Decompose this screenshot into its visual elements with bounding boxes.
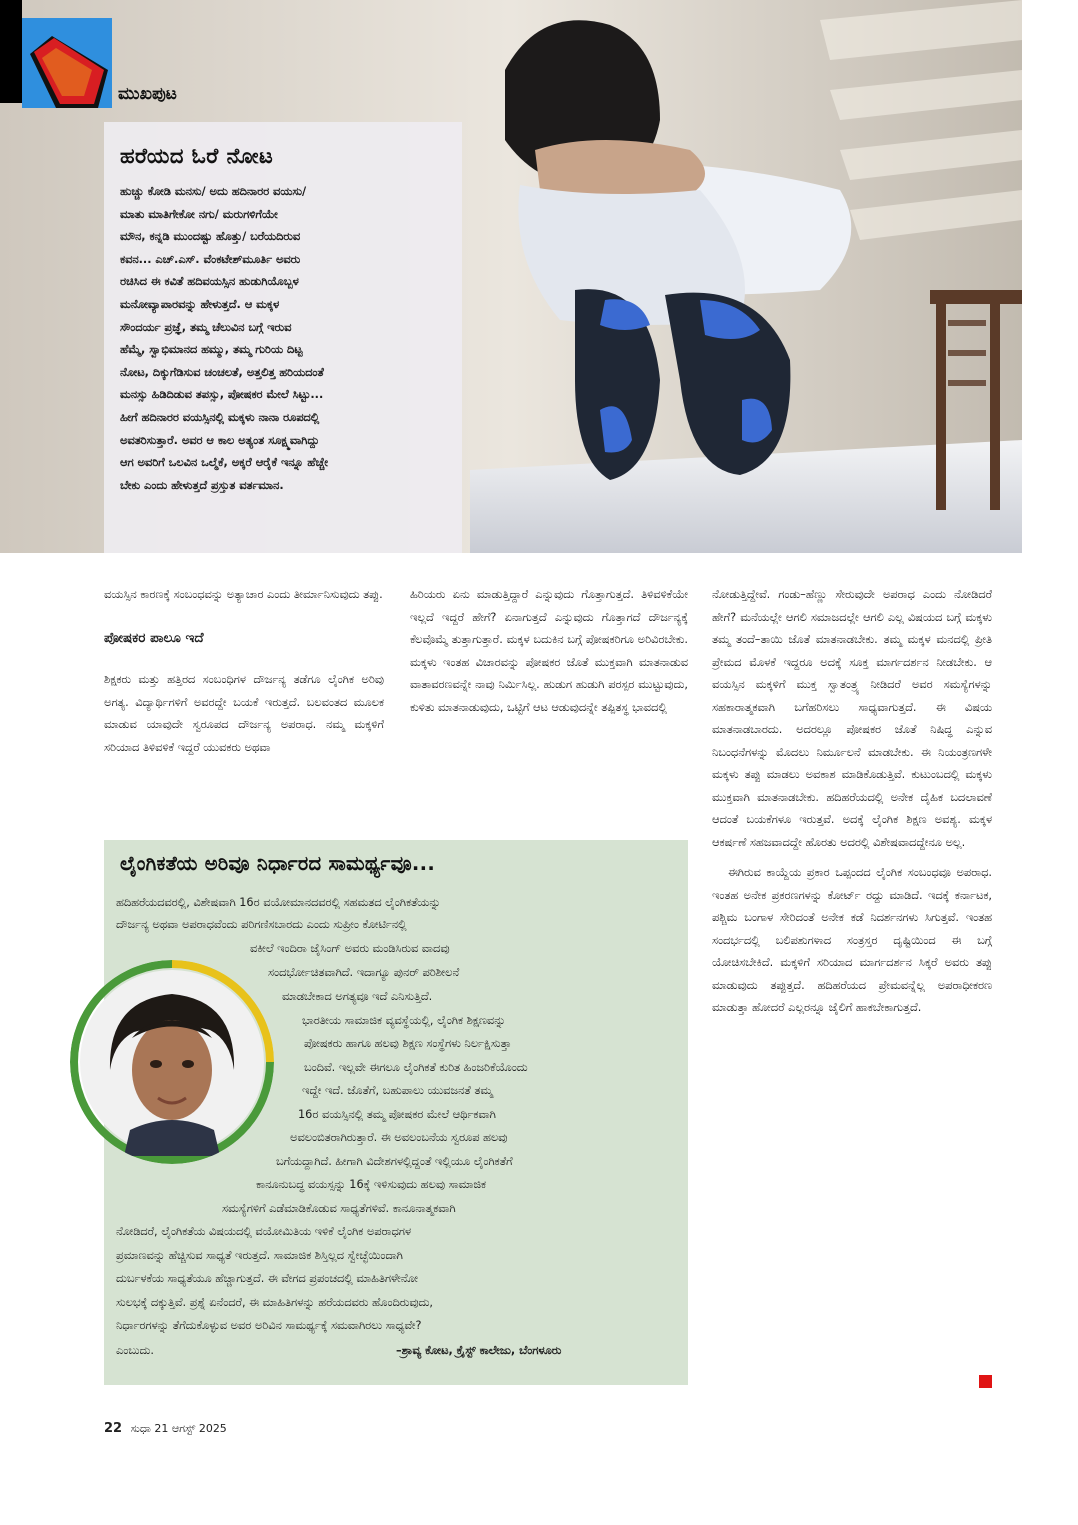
opinion-line: ಬಗೆಯದ್ದಾಗಿದೆ. ಹೀಗಾಗಿ ವಿದೇಶಗಳಲ್ಲಿದ್ದಂತೆ ಇಲ್ಲಿಯೂ ಲೈಂಗಿಕತೆಗೆ [276, 1155, 513, 1168]
intro-text [120, 181, 448, 497]
opinion-line: ನೋಡಿದರೆ, ಲೈಂಗಿಕತೆಯ ವಿಷಯದಲ್ಲಿ ವಯೋಮಿತಿಯ ಇಳಿಕೆ ಲೈಂಗಿಕ ಅಪರಾಧಗಳ [116, 1225, 412, 1238]
column-3-paragraph: ಈಗಿರುವ ಕಾಯ್ದೆಯ ಪ್ರಕಾರ ಒಪ್ಪಂದದ ಲೈಂಗಿಕ ಸಂಬಂಧವೂ ಅಪರಾಧ. ಇಂತಹ ಅನೇಕ ಪ್ರಕರಣಗಳನ್ನು ಕೋರ್ಟ್ ರದ್ದು ಮಾಡಿದೆ. ಇದಕ್ಕೆ ಕರ್ನಾಟಕ, ಪಶ್ಚಿಮ ಬಂಗಾಳ ಸೇರಿದಂತೆ ಅನೇಕ ಕಡೆ ನಿದರ್ಶನಗಳು ಸಿಗುತ್ತವೆ. ಇಂತಹ ಸಂದರ್ಭದಲ್ಲಿ ಬಲಿಪಶುಗಳಾದ ಸಂತ್ರಸ್ತರ ದೃಷ್ಟಿಯಿಂದ ಈ ಬಗ್ಗೆ ಯೋಚಿಸಬೇಕಿದೆ. ಮಕ್ಕಳಿಗೆ ಸರಿಯಾದ ಮಾರ್ಗದರ್ಶನ ಸಿಕ್ಕರೆ ಅವರು ತಪ್ಪು ಮಾಡುವುದು ತಪ್ಪುತ್ತದೆ. ಹದಿಹರೆಯದ ಪ್ರೇಮವನ್ನೆಲ್ಲ ಅಪರಾಧೀಕರಣ ಮಾಡುತ್ತಾ ಹೋದರೆ ಎಲ್ಲರನ್ನೂ ಜೈಲಿಗೆ ಹಾಕಬೇಕಾಗುತ್ತದೆ. [712, 866, 992, 1014]
opinion-line: ಬಂದಿವೆ. ಇಲ್ಲವೇ ಈಗಲೂ ಲೈಂಗಿಕತೆ ಕುರಿತ ಹಿಂಜರಿಕೆಯೊಂದು [304, 1061, 528, 1074]
intro-line: ಮಾತು ಮಾತಿಗೇಕೋ ನಗು/ ಮರುಗಳಿಗೆಯೇ [120, 207, 278, 221]
intro-line: ಹೆಮ್ಮೆ, ಸ್ವಾಭಿಮಾನದ ಹಮ್ಮು, ತಮ್ಮ ಗುರಿಯ ದಿಟ್ಟ [120, 343, 303, 357]
opinion-line: ಕಾನೂನುಬದ್ಧ ವಯಸ್ಸನ್ನು 16ಕ್ಕೆ ಇಳಿಸುವುದು ಹಲವು ಸಾಮಾಜಿಕ [256, 1178, 487, 1191]
opinion-line: ಭಾರತೀಯ ಸಾಮಾಜಿಕ ವ್ಯವಸ್ಥೆಯಲ್ಲಿ, ಲೈಂಗಿಕ ಶಿಕ್ಷಣವನ್ನು [302, 1014, 506, 1027]
intro-line: ನೋಟ, ದಿಕ್ಕುಗೆಡಿಸುವ ಚಂಚಲತೆ, ಅತ್ತಲಿತ್ತ ಹರಿಯದಂತೆ [120, 365, 324, 379]
page-footer [104, 1421, 227, 1436]
intro-line: ಅವತರಿಸುತ್ತಾರೆ. ಅವರ ಆ ಕಾಲ ಅತ್ಯಂತ ಸೂಕ್ಷ್ಮವಾಗಿದ್ದು [120, 433, 320, 447]
opinion-line: 16ರ ವಯಸ್ಸಿನಲ್ಲಿ ತಮ್ಮ ಪೋಷಕರ ಮೇಲೆ ಆರ್ಥಿಕವಾಗಿ [298, 1108, 496, 1121]
intro-box [104, 122, 462, 553]
opinion-line: ವಕೀಲೆ ಇಂದಿರಾ ಜೈಸಿಂಗ್ ಅವರು ಮಂಡಿಸಿರುವ ವಾದವು [250, 942, 450, 955]
column-1 [104, 584, 384, 759]
article-end-mark [979, 1375, 992, 1388]
opinion-line: ಸಂದರ್ಭೋಚಿತವಾಗಿದೆ. ಇದಾಗ್ಯೂ ಪುನರ್ ಪರಿಶೀಲನೆ [268, 966, 460, 979]
column-1-paragraph: ಶಿಕ್ಷಕರು ಮತ್ತು ಹತ್ತಿರದ ಸಂಬಂಧಿಗಳ ದೌರ್ಜನ್ಯ ತಡೆಗೂ ಲೈಂಗಿಕ ಅರಿವು ಅಗತ್ಯ. ವಿದ್ಯಾರ್ಥಿಗಳಿಗೆ ಅವರದ್ದೇ ಬಯಕೆ ಇರುತ್ತದೆ. ಬಲವಂತದ ಮೂಲಕ ಮಾಡುವ ಯಾವುದೇ ಸ್ವರೂಪದ ದೌರ್ಜನ್ಯ ಅಪರಾಧ. ನಮ್ಮ ಮಕ್ಕಳಿಗೆ ಸರಿಯಾದ ತಿಳಿವಳಿಕೆ ಇದ್ದರೆ ಯುವಕರು ಅಥವಾ [104, 673, 384, 754]
opinion-line: ಪೋಷಕರು ಹಾಗೂ ಹಲವು ಶಿಕ್ಷಣ ಸಂಸ್ಥೆಗಳು ನಿರ್ಲಕ್ಷಿಸುತ್ತಾ [304, 1037, 512, 1050]
opinion-line: ದೌರ್ಜನ್ಯ ಅಥವಾ ಅಪರಾಧವೆಂದು ಪರಿಗಣಿಸಬಾರದು ಎಂದು ಸುಪ್ರೀಂ ಕೋರ್ಟಿನಲ್ಲಿ [116, 918, 407, 931]
article-title: ಹರೆಯದ ಓರೆ ನೋಟ [120, 144, 274, 168]
brand-bar [0, 0, 22, 103]
book-logo-icon [22, 18, 112, 108]
column-2 [410, 584, 688, 719]
column-2-paragraph: ಹಿರಿಯರು ಏನು ಮಾಡುತ್ತಿದ್ದಾರೆ ಎನ್ನುವುದು ಗೊತ್ತಾಗುತ್ತದೆ. ತಿಳಿವಳಿಕೆಯೇ ಇಲ್ಲದೆ ಇದ್ದರೆ ಹೇಗೆ? ಏನಾಗುತ್ತದೆ ಎನ್ನುವುದು ಗೊತ್ತಾಗದೆ ದೌರ್ಜನ್ಯಕ್ಕೆ ಕೆಲವೊಮ್ಮೆ ತುತ್ತಾಗುತ್ತಾರೆ. ಮಕ್ಕಳ ಬದುಕಿನ ಬಗ್ಗೆ ಪೋಷಕರಿಗೂ ಅರಿವಿರಬೇಕು. ಮಕ್ಕಳು ಇಂತಹ ವಿಚಾರವನ್ನು ಪೋಷಕರ ಜೊತೆ ಮುಕ್ತವಾಗಿ ಮಾತನಾಡುವ ವಾತಾವರಣವನ್ನೇ ನಾವು ನಿರ್ಮಿಸಿಲ್ಲ. ಹುಡುಗ ಹುಡುಗಿ ಪರಸ್ಪರ ಮುಟ್ಟುವುದು, ಕುಳಿತು ಮಾತನಾಡುವುದು, ಒಟ್ಟಿಗೆ ಆಟ ಆಡುವುದನ್ನೇ ತಪ್ಪಿತಸ್ಥ ಭಾವದಲ್ಲಿ [410, 588, 688, 714]
issue-info: ಸುಧಾ 21 ಆಗಸ್ಟ್ 2025 [130, 1422, 227, 1435]
section-label: ಮುಖಪುಟ [118, 84, 177, 104]
opinion-line: ನಿರ್ಧಾರಗಳನ್ನು ತೆಗೆದುಕೊಳ್ಳುವ ಅವರ ಅರಿವಿನ ಸಾಮರ್ಥ್ಯಕ್ಕೆ ಸಮವಾಗಿರಲು ಸಾಧ್ಯವೇ? [116, 1319, 422, 1332]
intro-line: ರಚಿಸಿದ ಈ ಕವಿತೆ ಹದಿವಯಸ್ಸಿನ ಹುಡುಗಿಯೊಬ್ಬಳ [120, 275, 299, 289]
author-portrait [70, 960, 274, 1164]
column-1-paragraph: ವಯಸ್ಸಿನ ಕಾರಣಕ್ಕೆ ಸಂಬಂಧವನ್ನು ಅತ್ಯಾಚಾರ ಎಂದು ತೀರ್ಮಾನಿಸುವುದು ತಪ್ಪು. [104, 588, 383, 601]
opinion-line: ಇದ್ದೇ ಇದೆ. ಜೊತೆಗೆ, ಬಹುಪಾಲು ಯುವಜನತೆ ತಮ್ಮ [302, 1084, 493, 1097]
intro-line: ಆಗ ಅವರಿಗೆ ಒಲವಿನ ಒಲ್ಮೆಕೆ, ಅಕ್ಕರೆ ಆರೈಕೆ ಇನ್ನೂ ಹೆಚ್ಚೇ [120, 456, 329, 470]
opinion-line: ದುರ್ಬಳಕೆಯ ಸಾಧ್ಯತೆಯೂ ಹೆಚ್ಚಾಗುತ್ತದೆ. ಈ ವೇಗದ ಪ್ರಪಂಚದಲ್ಲಿ ಮಾಹಿತಿಗಳೇನೋ [116, 1272, 419, 1285]
opinion-line: ಅವಲಂಬಿತರಾಗಿರುತ್ತಾರೆ. ಈ ಅವಲಂಬನೆಯ ಸ್ವರೂಪ ಹಲವು [290, 1131, 508, 1144]
intro-line: ಬೇಕು ಎಂದು ಹೇಳುತ್ತದೆ ಪ್ರಸ್ತುತ ವರ್ತಮಾನ. [120, 478, 284, 492]
intro-line: ಮನಸ್ಸು ಹಿಡಿದಿಡುವ ತಪಸ್ಸು, ಪೋಷಕರ ಮೇಲೆ ಸಿಟ್ಟು... [120, 388, 324, 402]
column-3 [712, 584, 992, 1020]
opinion-line: ಎಂಬುದು. [116, 1344, 154, 1357]
column-3-paragraph: ನೋಡುತ್ತಿದ್ದೇವೆ. ಗಂಡು–ಹೆಣ್ಣು ಸೇರುವುದೇ ಅಪರಾಧ ಎಂದು ನೋಡಿದರೆ ಹೇಗೆ? ಮನೆಯಲ್ಲೇ ಆಗಲಿ ಸಮಾಜದಲ್ಲೇ ಆಗಲಿ ಎಲ್ಲ ವಿಷಯದ ಬಗ್ಗೆ ಮಕ್ಕಳು ತಮ್ಮ ತಂದೆ–ತಾಯಿ ಜೊತೆ ಮಾತನಾಡಬೇಕು. ತಮ್ಮ ಮಕ್ಕಳ ಮನದಲ್ಲಿ ಪ್ರೀತಿ ಪ್ರೇಮದ ಮೊಳಕೆ ಇದ್ದರೂ ಅದಕ್ಕೆ ಸೂಕ್ತ ಮಾರ್ಗದರ್ಶನ ನೀಡಬೇಕು. ಆ ವಯಸ್ಸಿನ ಮಕ್ಕಳಿಗೆ ಮುಕ್ತ ಸ್ವಾತಂತ್ರ್ಯ ನೀಡಿದರೆ ಅವರ ಸಮಸ್ಯೆಗಳನ್ನು ಸಹಕಾರಾತ್ಮಕವಾಗಿ ಬಗೆಹರಿಸಲು ಸಾಧ್ಯವಾಗುತ್ತದೆ. ಈ ವಿಷಯ ಮಾತನಾಡಬಾರದು. ಅದರಲ್ಲೂ ಪೋಷಕರ ಜೊತೆ ನಿಷಿದ್ಧ ಎನ್ನುವ ನಿಬಂಧನೆಗಳನ್ನು ಮೊದಲು ನಿರ್ಮೂಲನೆ ಮಾಡಬೇಕು. ಈ ನಿಯಂತ್ರಣಗಳೇ ಮಕ್ಕಳು ತಪ್ಪು ಮಾಡಲು ಅವಕಾಶ ಮಾಡಿಕೊಡುತ್ತಿವೆ. ಕುಟುಂಬದಲ್ಲಿ ಮಕ್ಕಳು ಮುಕ್ತವಾಗಿ ಮಾತನಾಡಬೇಕು. ಹದಿಹರೆಯದಲ್ಲಿ ಅನೇಕ ದೈಹಿಕ ಬದಲಾವಣೆ ಆದಂತೆ ಬಯಕೆಗಳೂ ಇರುತ್ತವೆ. ಅದಕ್ಕೆ ಲೈಂಗಿಕ ಶಿಕ್ಷಣ ಅವಶ್ಯ. ಮಕ್ಕಳ ಆಕರ್ಷಣೆ ಸಹಜವಾದದ್ದೇ ಹೊರತು ಅದರಲ್ಲಿ ವಿಶೇಷವಾದದ್ದೇನೂ ಅಲ್ಲ. [712, 588, 992, 849]
opinion-line: ಸಮಸ್ಯೆಗಳಿಗೆ ಎಡೆಮಾಡಿಕೊಡುವ ಸಾಧ್ಯತೆಗಳಿವೆ. ಕಾನೂನಾತ್ಮಕವಾಗಿ [222, 1202, 456, 1215]
intro-line: ಹೀಗೆ ಹದಿನಾರರ ವಯಸ್ಸಿನಲ್ಲಿ ಮಕ್ಕಳು ನಾನಾ ರೂಪದಲ್ಲಿ [120, 410, 320, 424]
intro-line: ಮನೋವ್ಯಾಪಾರವನ್ನು ಹೇಳುತ್ತದೆ. ಆ ಮಕ್ಕಳ [120, 297, 280, 311]
page-number: 22 [104, 1421, 123, 1436]
intro-line: ಮೌನ, ಕನ್ನಡಿ ಮುಂದಷ್ಟು ಹೊತ್ತು/ ಬರೆಯದಿರುವ [120, 230, 301, 244]
opinion-line: ಸುಲಭಕ್ಕೆ ದಕ್ಕುತ್ತಿವೆ. ಪ್ರಶ್ನೆ ಏನೆಂದರೆ, ಈ ಮಾಹಿತಿಗಳನ್ನು ಹರೆಯದವರು ಹೊಂದಿರುವುದು, [116, 1296, 434, 1309]
intro-line: ಕವನ... ಎಚ್.ಎಸ್. ವೆಂಕಟೇಶ್‌ಮೂರ್ತಿ ಅವರು [120, 252, 301, 266]
byline: –ಶ್ರಾವ್ಯ ಕೋಟ, ಕ್ರೈಸ್ಟ್ ಕಾಲೇಜು, ಬೆಂಗಳೂರು [396, 1344, 562, 1357]
intro-line: ಹುಚ್ಚು ಕೋಡಿ ಮನಸು/ ಅದು ಹದಿನಾರರ ವಯಸು/ [120, 185, 307, 198]
opinion-box-title: ಲೈಂಗಿಕತೆಯ ಅರಿವೂ ನಿರ್ಧಾರದ ಸಾಮರ್ಥ್ಯವೂ... [120, 852, 436, 875]
opinion-line: ಮಾಡಬೇಕಾದ ಅಗತ್ಯವೂ ಇದೆ ಎನಿಸುತ್ತಿದೆ. [282, 990, 433, 1003]
subheading: ಪೋಷಕರ ಪಾಲೂ ಇದೆ [104, 629, 204, 646]
opinion-line: ಪ್ರಮಾಣವನ್ನು ಹೆಚ್ಚಿಸುವ ಸಾಧ್ಯತೆ ಇರುತ್ತದೆ. ಸಾಮಾಜಿಕ ಶಿಸ್ತಿಲ್ಲದ ಸ್ವೇಚ್ಛೆಯಿಂದಾಗಿ [116, 1249, 403, 1262]
intro-line: ಸೌಂದರ್ಯ ಪ್ರಜ್ಞೆ, ತಮ್ಮ ಚೆಲುವಿನ ಬಗ್ಗೆ ಇರುವ [120, 320, 292, 334]
opinion-line: ಹದಿಹರೆಯದವರಲ್ಲಿ, ವಿಶೇಷವಾಗಿ 16ರ ವಯೋಮಾನದವರಲ್ಲಿ ಸಹಮತದ ಲೈಂಗಿಕತೆಯನ್ನು [116, 896, 441, 909]
